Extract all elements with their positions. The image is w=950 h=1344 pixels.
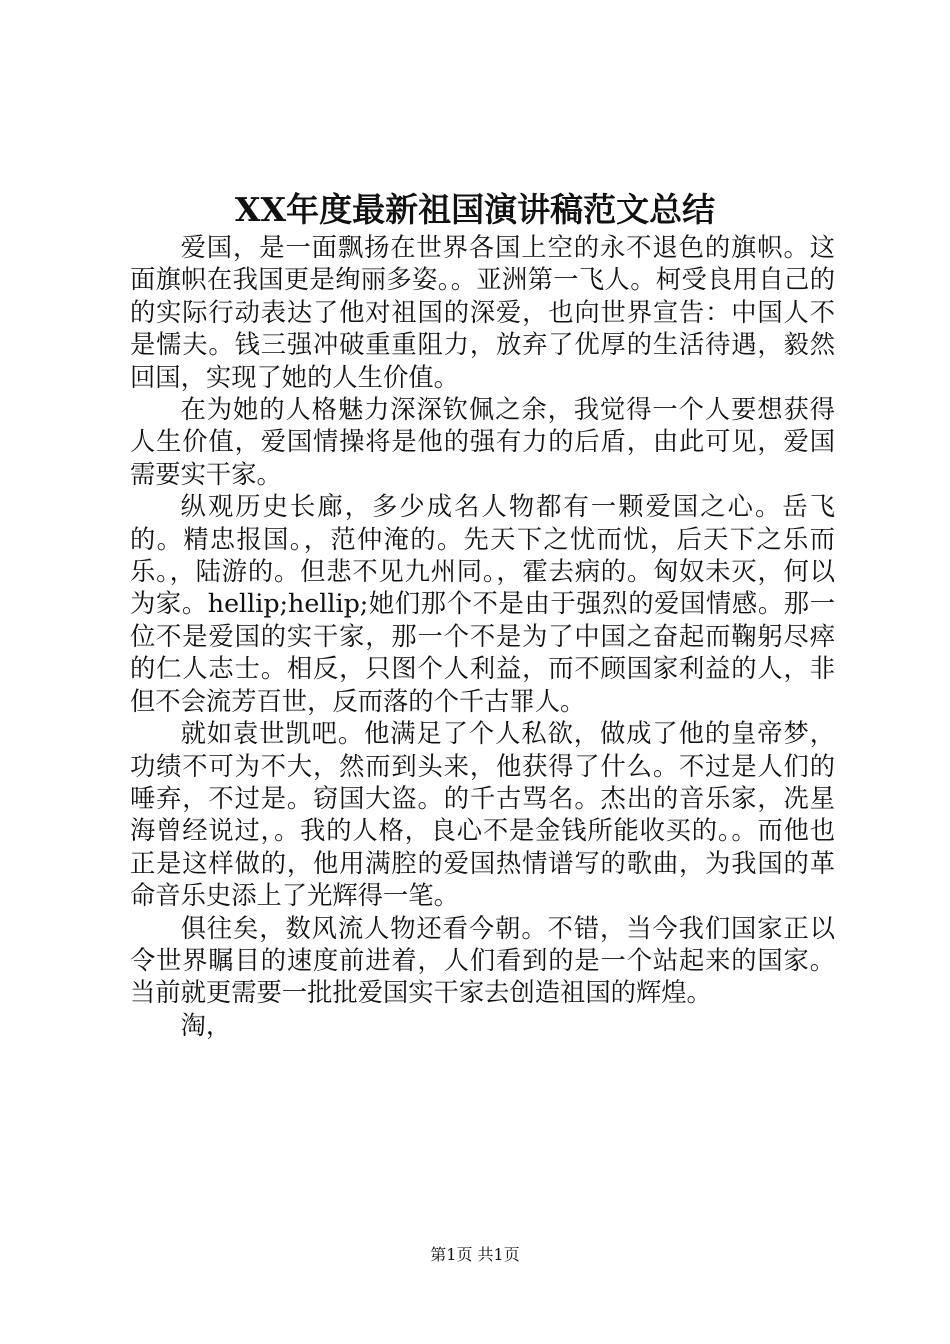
- document-title: XX年度最新祖国演讲稿范文总结: [234, 190, 716, 229]
- paragraph-1: 爱国，是一面飘扬在世界各国上空的永不退色的旗帜。这面旗帜在我国更是绚丽多姿。。亚洲第一飞人。柯受良用自己的的实际行动表达了他对祖国的深爱，也向世界宣告：中国人不是懦夫。钱三强冲破重重阻力，放弃了优厚的生活待遇，毅然回国，实现了她的人生价值。: [130, 233, 835, 392]
- paragraph-3: 纵观历史长廊，多少成名人物都有一颗爱国之心。岳飞的。精忠报国。，范仲淹的。先天下之忧而忧，后天下之乐而乐。，陆游的。但悲不见九州同。，霍去病的。匈奴未灭，何以为家。hellip;hellip;她们那个不是由于强烈的爱国情感。那一位不是爱国的实干家，那一个不是为了中国之奋起而鞠躬尽瘁的仁人志士。相反，只图个人利益，而不顾国家利益的人，非但不会流芳百世，反而落的个千古罪人。: [130, 492, 835, 716]
- paragraph-5: 俱往矣，数风流人物还看今朝。不错，当今我们国家正以令世界瞩目的速度前进着，人们看到的是一个站起来的国家。当前就更需要一批批爱国实干家去创造祖国的辉煌。: [130, 913, 835, 1008]
- paragraph-6: 淘，: [180, 1010, 232, 1040]
- paragraph-2: 在为她的人格魅力深深钦佩之余，我觉得一个人要想获得人生价值，爱国情操将是他的强有力的后盾，由此可见，爱国需要实干家。: [130, 395, 835, 489]
- paragraph-4: 就如袁世凯吧。他满足了个人私欲，做成了他的皇帝梦，功绩不可为不大，然而到头来，他获得了什么。不过是人们的唾弃，不过是。窃国大盗。的千古骂名。杰出的音乐家，冼星海曾经说过，。我的人格，良心不是金钱所能收买的。。而他也正是这样做的，他用满腔的爱国热情谱写的歌曲，为我国的革命音乐史添上了光辉得一笔。: [130, 719, 835, 911]
- document-body: [130, 232, 835, 1042]
- page-number-footer: 第1页 共1页: [430, 1245, 520, 1264]
